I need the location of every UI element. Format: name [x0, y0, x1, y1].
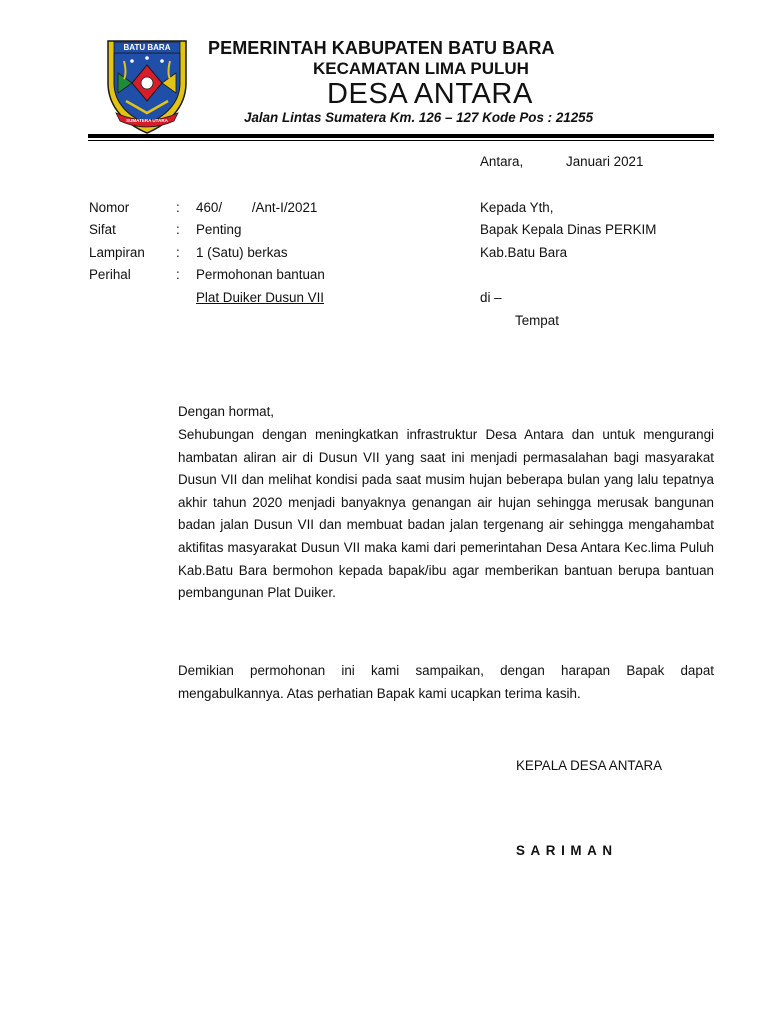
- meta-value-perihal: Permohonan bantuan: [196, 267, 325, 282]
- meta-value-sifat: Penting: [196, 222, 242, 237]
- address-line: Jalan Lintas Sumatera Km. 126 – 127 Kode Pos : 21255: [244, 110, 594, 125]
- meta-label-sifat: Sifat: [89, 222, 116, 237]
- body-paragraph-2: Demikian permohonan ini kami sampaikan, dengan harapan Bapak dapat mengabulkannya. Atas perhatian Bapak kami ucapkan terima kasih.: [178, 663, 714, 701]
- village-heading: DESA ANTARA: [327, 78, 533, 110]
- government-heading: PEMERINTAH KABUPATEN BATU BARA: [208, 38, 555, 58]
- recipient-di: di –: [480, 290, 502, 305]
- signature-title: KEPALA DESA ANTARA: [516, 758, 663, 773]
- meta-value-nomor: 460/ /Ant-I/2021: [196, 200, 318, 215]
- recipient-salutation: Kepada Yth,: [480, 200, 554, 215]
- letterhead-rule-thick: [88, 134, 714, 138]
- date-place: Antara,: [480, 154, 524, 169]
- meta-sep: :: [176, 222, 180, 237]
- perihal-line-2: Plat Duiker Dusun VII: [196, 290, 325, 305]
- recipient-tempat: Tempat: [515, 313, 559, 328]
- signature-name: SARIMAN: [516, 843, 618, 858]
- meta-value-lampiran: 1 (Satu) berkas: [196, 245, 288, 260]
- recipient-region: Kab.Batu Bara: [480, 245, 568, 260]
- meta-label-lampiran: Lampiran: [89, 245, 145, 260]
- logo-banner-text: BATU BARA: [123, 43, 171, 52]
- district-heading: KECAMATAN LIMA PULUH: [313, 59, 529, 78]
- date-value: Januari 2021: [566, 154, 644, 169]
- meta-sep: :: [176, 267, 180, 282]
- regency-logo: [102, 39, 192, 135]
- greeting: Dengan hormat,: [178, 404, 275, 419]
- meta-label-perihal: Perihal: [89, 267, 131, 282]
- body-paragraph-1: Sehubungan dengan meningkatkan infrastruktur Desa Antara dan untuk mengurangi hambatan aliran air di Dusun VII yang saat ini menjadi permasalahan bagi masyarakat Dusun VII dan melihat kondisi pada saat musim hujan beberapa bulan yang lalu tepatnya akhir tahun 2020 menjadi banyaknya genangan air hujan sehingga merusak bangunan badan jalan Dusun VII dan membuat badan jalan tergenang air sehingga mengahambat aktifitas masyarakat Dusun VII maka kami dari pemerintahan Desa Antara Kec.lima Puluh Kab.Batu Bara bermohon kepada bapak/ibu agar memberikan bantuan berupa bantuan pembangunan Plat Duiker.: [178, 427, 714, 601]
- letterhead-rule-thin: [88, 140, 714, 141]
- recipient-title: Bapak Kepala Dinas PERKIM: [480, 222, 657, 237]
- logo-ribbon-text: SUMATERA UTARA: [126, 118, 168, 123]
- meta-label-nomor: Nomor: [89, 200, 130, 215]
- meta-sep: :: [176, 245, 180, 260]
- meta-sep: :: [176, 200, 180, 215]
